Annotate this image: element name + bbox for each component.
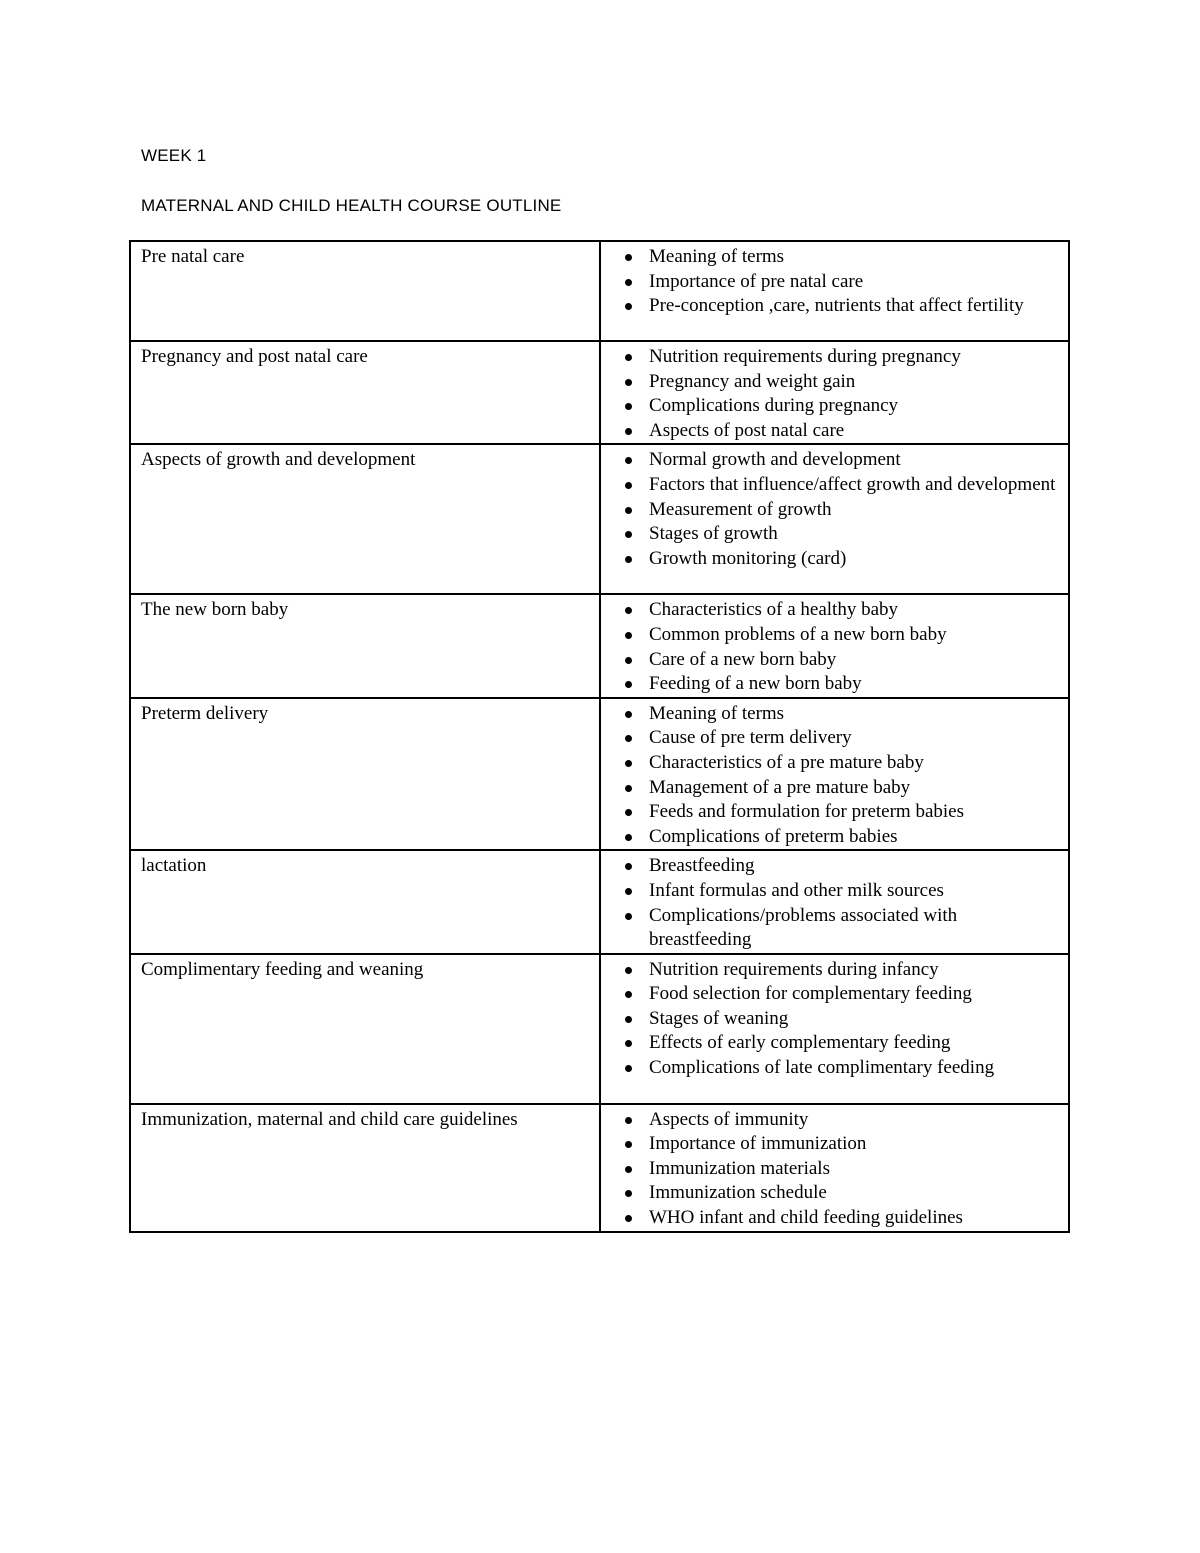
list-item: Pre-conception ,care, nutrients that affect fertility bbox=[611, 294, 1060, 319]
list-item: Complications during pregnancy bbox=[611, 394, 1060, 419]
table-row bbox=[130, 954, 1069, 1104]
subtopic-list bbox=[611, 702, 1060, 850]
subtopic-list bbox=[611, 598, 1060, 696]
list-item: Effects of early complementary feeding bbox=[611, 1031, 1060, 1056]
list-item: Complications of late complimentary feeding bbox=[611, 1056, 1060, 1081]
list-item: Meaning of terms bbox=[611, 245, 1060, 270]
topic-cell: Pre natal care bbox=[130, 241, 600, 341]
list-item: Cause of pre term delivery bbox=[611, 726, 1060, 751]
subtopics-cell bbox=[600, 444, 1069, 594]
list-item: Management of a pre mature baby bbox=[611, 776, 1060, 801]
subtopics-cell bbox=[600, 241, 1069, 341]
list-item: Pregnancy and weight gain bbox=[611, 370, 1060, 395]
list-item: Nutrition requirements during infancy bbox=[611, 958, 1060, 983]
list-item: Importance of immunization bbox=[611, 1132, 1060, 1157]
list-item: Complications of preterm babies bbox=[611, 825, 1060, 850]
table-row bbox=[130, 1104, 1069, 1232]
list-item: Care of a new born baby bbox=[611, 648, 1060, 673]
list-item: Stages of weaning bbox=[611, 1007, 1060, 1032]
list-item: Characteristics of a pre mature baby bbox=[611, 751, 1060, 776]
subtopics-cell bbox=[600, 850, 1069, 953]
topic-cell: Pregnancy and post natal care bbox=[130, 341, 600, 444]
list-item: Aspects of immunity bbox=[611, 1108, 1060, 1133]
subtopics-cell bbox=[600, 954, 1069, 1104]
subtopic-list bbox=[611, 1108, 1060, 1231]
topic-cell: Preterm delivery bbox=[130, 698, 600, 851]
course-outline-body bbox=[130, 241, 1069, 1232]
list-item: Stages of growth bbox=[611, 522, 1060, 547]
list-item: Importance of pre natal care bbox=[611, 270, 1060, 295]
list-item: Nutrition requirements during pregnancy bbox=[611, 345, 1060, 370]
topic-cell: Aspects of growth and development bbox=[130, 444, 600, 594]
table-row bbox=[130, 698, 1069, 851]
subtopics-cell bbox=[600, 594, 1069, 697]
subtopics-cell bbox=[600, 1104, 1069, 1232]
week-label: WEEK 1 bbox=[141, 146, 207, 165]
list-item: Common problems of a new born baby bbox=[611, 623, 1060, 648]
list-item: Growth monitoring (card) bbox=[611, 547, 1060, 572]
subtopics-cell bbox=[600, 698, 1069, 851]
list-item: Immunization schedule bbox=[611, 1181, 1060, 1206]
subtopic-list bbox=[611, 448, 1060, 571]
list-item: Immunization materials bbox=[611, 1157, 1060, 1182]
list-item: Aspects of post natal care bbox=[611, 419, 1060, 444]
table-row bbox=[130, 850, 1069, 953]
subtopic-list bbox=[611, 245, 1060, 319]
course-outline-table bbox=[129, 240, 1070, 1233]
list-item: Factors that influence/affect growth and development bbox=[611, 473, 1060, 498]
table-row bbox=[130, 594, 1069, 697]
topic-cell: lactation bbox=[130, 850, 600, 953]
table-row bbox=[130, 241, 1069, 341]
list-item: Food selection for complementary feeding bbox=[611, 982, 1060, 1007]
list-item: Measurement of growth bbox=[611, 498, 1060, 523]
table-row bbox=[130, 341, 1069, 444]
list-item: Feeds and formulation for preterm babies bbox=[611, 800, 1060, 825]
topic-cell: Immunization, maternal and child care guidelines bbox=[130, 1104, 600, 1232]
list-item: Infant formulas and other milk sources bbox=[611, 879, 1060, 904]
document-title: MATERNAL AND CHILD HEALTH COURSE OUTLINE bbox=[141, 196, 562, 215]
topic-cell: Complimentary feeding and weaning bbox=[130, 954, 600, 1104]
list-item: Normal growth and development bbox=[611, 448, 1060, 473]
subtopic-list bbox=[611, 854, 1060, 952]
table-row bbox=[130, 444, 1069, 594]
list-item: Meaning of terms bbox=[611, 702, 1060, 727]
list-item: WHO infant and child feeding guidelines bbox=[611, 1206, 1060, 1231]
list-item: Breastfeeding bbox=[611, 854, 1060, 879]
subtopics-cell bbox=[600, 341, 1069, 444]
list-item: Characteristics of a healthy baby bbox=[611, 598, 1060, 623]
topic-cell: The new born baby bbox=[130, 594, 600, 697]
list-item: Complications/problems associated with breastfeeding bbox=[611, 904, 1060, 953]
list-item: Feeding of a new born baby bbox=[611, 672, 1060, 697]
subtopic-list bbox=[611, 958, 1060, 1081]
subtopic-list bbox=[611, 345, 1060, 443]
